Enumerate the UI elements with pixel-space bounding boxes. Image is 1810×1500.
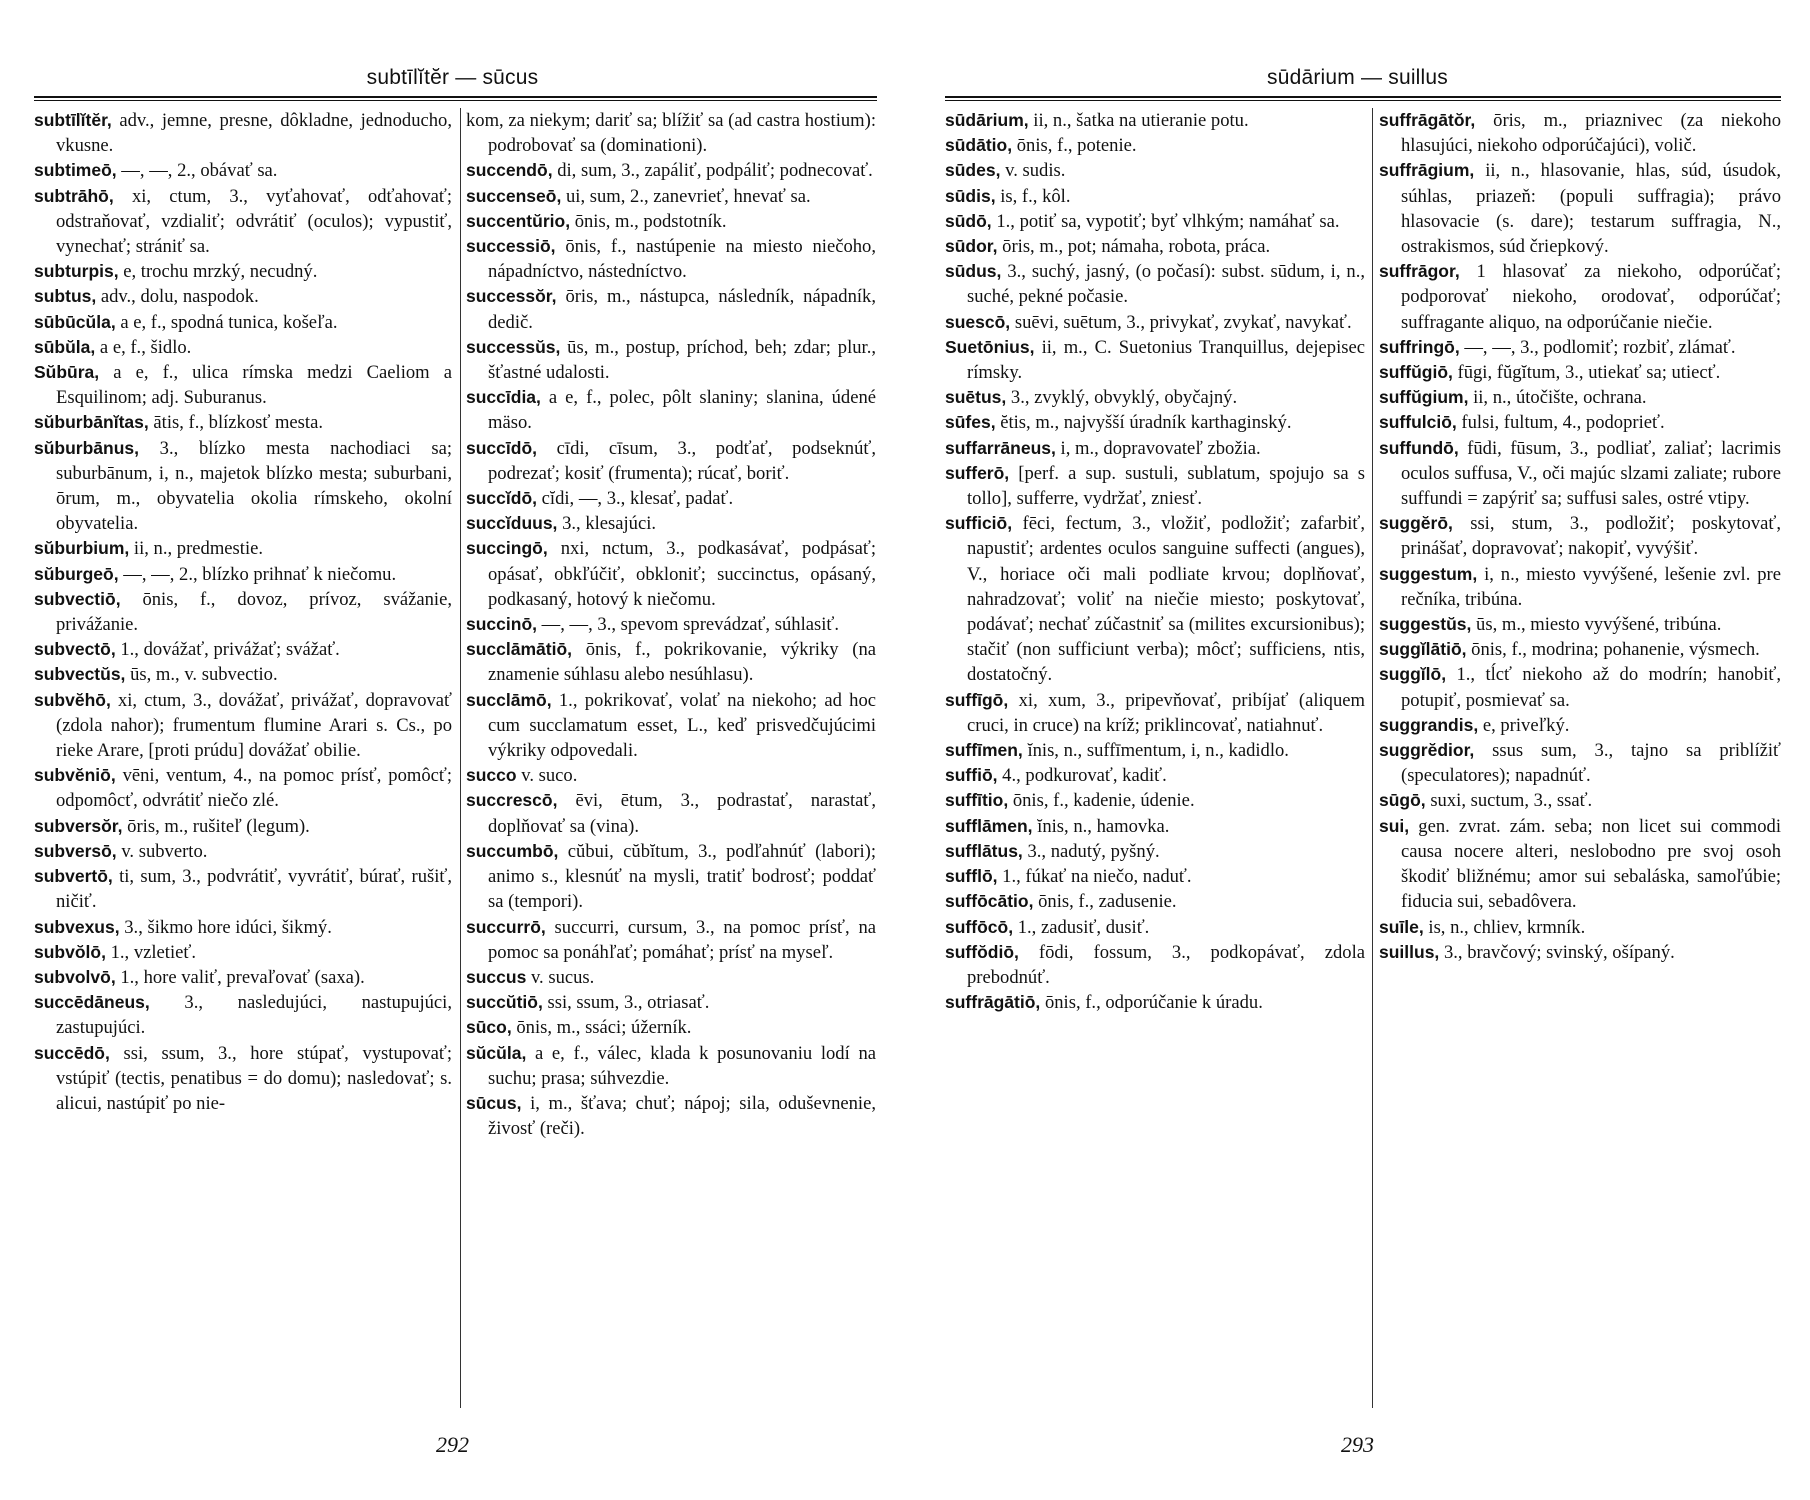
- headword: sūbŭla,: [34, 336, 96, 357]
- entry-definition: is, n., chliev, krmník.: [1423, 916, 1586, 938]
- entry-definition: ūs, m., v. subvectio.: [125, 664, 278, 686]
- headword: sŭburgeō,: [34, 563, 119, 584]
- column-left: [34, 108, 452, 1410]
- dictionary-entry: [34, 915, 452, 940]
- headword: successiō,: [466, 236, 556, 257]
- dictionary-entry: [1379, 788, 1781, 813]
- dictionary-entry: [34, 814, 452, 839]
- entry-definition: v. sudis.: [1000, 160, 1066, 182]
- dictionary-entry: [466, 234, 876, 284]
- entry-definition: 1., fúkať na niečo, naduť.: [997, 866, 1192, 888]
- dictionary-entry: [34, 688, 452, 764]
- headword: sūcus,: [466, 1092, 522, 1113]
- dictionary-entry: [34, 259, 452, 284]
- headword: succĭduus,: [466, 513, 558, 534]
- dictionary-entry: [945, 763, 1365, 788]
- headword: sŭburbium,: [34, 538, 130, 559]
- headword: succendō,: [466, 160, 553, 181]
- headword: suīle,: [1379, 916, 1424, 937]
- dictionary-entry: [1379, 158, 1781, 259]
- dictionary-entry: [34, 360, 452, 410]
- headword: succus: [466, 966, 527, 987]
- entry-definition: a e, f., spodná tunica, košeľa.: [115, 311, 338, 333]
- entry-definition: —, —, 3., podlomiť; rozbiť, zlámať.: [1459, 336, 1736, 358]
- entry-definition: fōdi, fossum, 3., podkopávať, zdola prebodnúť.: [967, 941, 1365, 988]
- headword: succŭtiō,: [466, 992, 543, 1013]
- dictionary-entry: [1379, 562, 1781, 612]
- entry-definition: v. suco.: [516, 765, 578, 787]
- running-head: sūdārium — suillus: [1267, 66, 1448, 89]
- headword: Suetōnius,: [945, 336, 1035, 357]
- dictionary-entry: [1379, 662, 1781, 712]
- entry-definition: fūgi, fŭgĭtum, 3., utiekať sa; utiecť.: [1452, 362, 1721, 384]
- entry-definition: v. sucus.: [526, 966, 595, 988]
- dictionary-entry: [1379, 259, 1781, 335]
- entry-definition: 1., hore valiť, prevaľovať (saxa).: [115, 966, 365, 988]
- headword: suggrandis,: [1379, 714, 1479, 735]
- dictionary-entry: [466, 990, 876, 1015]
- column-right: [466, 108, 876, 1410]
- headword: sūgō,: [1379, 790, 1426, 811]
- dictionary-entry: [945, 915, 1365, 940]
- entry-definition: succurri, cursum, 3., na pomoc prísť, na pomoc sa ponáhľať; pomáhať; prísť na myseľ.: [488, 916, 876, 963]
- dictionary-entry: [466, 688, 876, 764]
- dictionary-entry: [466, 486, 876, 511]
- dictionary-entry: [945, 688, 1365, 738]
- headword: sūdārium,: [945, 110, 1029, 130]
- entry-definition: —, —, 2., obávať sa.: [116, 160, 278, 182]
- headword: subvŏlō,: [34, 941, 106, 962]
- dictionary-entry: [34, 990, 452, 1040]
- dictionary-entry: [466, 1091, 876, 1141]
- entry-definition: ōnis, f., pokrikovanie, výkriky (na znamenie súhlasu alebo nesúhlasu).: [488, 639, 876, 686]
- column-divider: [1372, 108, 1373, 1408]
- entry-definition: ōris, m., pot; námaha, robota, práca.: [997, 236, 1271, 258]
- entry-definition: is, f., kôl.: [995, 185, 1071, 207]
- entry-definition: a e, f., polec, pôlt slaniny; slanina, údené mäso.: [488, 387, 876, 434]
- headword: succrescō,: [466, 790, 558, 811]
- headword: sufficiō,: [945, 513, 1013, 534]
- dictionary-entry: [34, 284, 452, 309]
- headword: sūdus,: [945, 261, 1002, 282]
- headword: succumbō,: [466, 840, 559, 861]
- entry-definition: e, trochu mrzký, necudný.: [118, 261, 318, 283]
- headword: succentŭrio,: [466, 210, 571, 231]
- headword: subvĕniō,: [34, 765, 116, 786]
- entry-definition: ōnis, f., kadenie, údenie.: [1008, 790, 1195, 812]
- headword: suggrĕdior,: [1379, 740, 1475, 761]
- entry-definition: 3., nadutý, pyšný.: [1022, 840, 1160, 862]
- column-divider: [460, 108, 461, 1408]
- dictionary-entry: [34, 1041, 452, 1117]
- entry-definition: i, n., miesto vyvýšené, lešenie zvl. pre rečníka, tribúna.: [1401, 563, 1781, 610]
- headword: suffarrāneus,: [945, 437, 1056, 458]
- entry-definition: a e, f., válec, klada k posunovaniu lodí na suchu; prasa; súhvezdie.: [488, 1042, 876, 1089]
- entry-definition: a e, f., šidlo.: [95, 336, 192, 358]
- dictionary-entry: [945, 511, 1365, 687]
- headword: sufflāmen,: [945, 815, 1033, 836]
- dictionary-entry: [945, 108, 1365, 133]
- headword: sŭburbānĭtas,: [34, 412, 149, 433]
- headword: sui,: [1379, 815, 1410, 836]
- headword: subvectiō,: [34, 588, 121, 609]
- dictionary-entry: [945, 234, 1365, 259]
- dictionary-entry: [1379, 108, 1781, 158]
- entry-definition: 1., zadusiť, dusiť.: [1013, 916, 1150, 938]
- headword: subvexus,: [34, 916, 120, 937]
- headword: sūdor,: [945, 236, 998, 257]
- dictionary-entry: [34, 763, 452, 813]
- dictionary-entry: [466, 788, 876, 838]
- headword: subtus,: [34, 286, 97, 307]
- dictionary-entry: [945, 990, 1365, 1015]
- dictionary-entry: [466, 612, 876, 637]
- dictionary-entry: [34, 562, 452, 587]
- dictionary-entry: [945, 209, 1365, 234]
- entry-definition: —, —, 2., blízko prihnať k niečomu.: [118, 563, 397, 585]
- dictionary-entry: [34, 335, 452, 360]
- headword: succinō,: [466, 614, 537, 635]
- headword: sūdes,: [945, 160, 1001, 181]
- dictionary-entry: [466, 284, 876, 334]
- entry-definition: 3., klesajúci.: [557, 513, 657, 535]
- entry-definition: —, —, 3., spevom sprevádzať, súhlasiť.: [537, 614, 839, 636]
- headword: suggestŭs,: [1379, 614, 1472, 635]
- headword: sufferō,: [945, 462, 1010, 483]
- entry-definition: i, m., dopravovateľ zbožia.: [1055, 437, 1261, 459]
- headword: sūfes,: [945, 412, 996, 433]
- dictionary-entry: [1379, 637, 1781, 662]
- headword: suffrāgor,: [1379, 261, 1460, 282]
- headword: succlāmātiō,: [466, 639, 573, 660]
- dictionary-entry: [945, 410, 1365, 435]
- entry-definition: ōnis, f., nastúpenie na miesto niečoho, nápadníctvo, nástedníctvo.: [488, 236, 876, 283]
- entry-definition: suēvi, suētum, 3., privykať, zvykať, navykať.: [1010, 311, 1352, 333]
- headword: suffōcō,: [945, 916, 1014, 937]
- headword: successŭs,: [466, 336, 561, 357]
- dictionary-entry: [466, 158, 876, 183]
- dictionary-entry: [1379, 612, 1781, 637]
- dictionary-entry: [1379, 713, 1781, 738]
- headword: suffōcātio,: [945, 891, 1034, 912]
- entry-definition: ĕtis, m., najvyšší úradník karthaginský.: [995, 412, 1292, 434]
- entry-definition: xi, xum, 3., pripevňovať, pribíjať (aliquem cruci, in cruce) na kríž; priklincovať, natiahnuť.: [967, 689, 1365, 736]
- head-rule: [945, 100, 1781, 101]
- headword: suētus,: [945, 387, 1007, 408]
- entry-definition: cŭbui, cŭbĭtum, 3., podľahnúť (labori); animo s., klesnúť na mysli, tratiť bodrosť; poddať sa (tempori).: [488, 840, 876, 913]
- dictionary-entry: [466, 184, 876, 209]
- headword: suffrāgātŏr,: [1379, 110, 1476, 130]
- dictionary-entry: [945, 184, 1365, 209]
- entry-definition: ōris, m., rušiteľ (legum).: [122, 815, 310, 837]
- headword: sŭcŭla,: [466, 1042, 527, 1063]
- entry-definition: 3., nasledujúci, nastupujúci, zastupujúci.: [56, 992, 452, 1039]
- entry-definition: 3., zvyklý, obvyklý, obyčajný.: [1006, 387, 1238, 409]
- entry-definition: ti, sum, 3., podvrátiť, vyvrátiť, búrať, rušiť, ničiť.: [56, 866, 452, 913]
- headword: subvolvō,: [34, 966, 116, 987]
- headword: succīdia,: [466, 387, 541, 408]
- headword: sūdātio,: [945, 135, 1013, 156]
- dictionary-entry: [945, 788, 1365, 813]
- dictionary-entry: [945, 814, 1365, 839]
- entry-definition: 3., suchý, jasný, (o počasí): subst. sūdum, i, n., suché, pekné počasie.: [967, 261, 1365, 308]
- entry-definition: ii, n., šatka na utieranie potu.: [1028, 110, 1249, 131]
- dictionary-entry: [466, 839, 876, 915]
- headword: suffīmen,: [945, 740, 1023, 761]
- page-number: 293: [1341, 1432, 1374, 1457]
- entry-definition: cīdi, cīsum, 3., podťať, podseknúť, podrezať; kosiť (frumenta); rúcať, boriť.: [488, 437, 876, 484]
- entry-definition: ii, n., predmestie.: [129, 538, 264, 560]
- column-right: [1379, 108, 1781, 1410]
- entry-definition: kom, za niekym; dariť sa; blížiť sa (ad castra hostium): podrobovať sa (dominationi).: [466, 110, 876, 157]
- dictionary-entry: [1379, 360, 1781, 385]
- entry-definition: e, priveľký.: [1478, 714, 1570, 736]
- entry-definition: nxi, nctum, 3., podkasávať, podpásať; opásať, obkľúčiť, obkloniť; succinctus, opásaný, podkasaný, hotový k niečomu.: [488, 538, 876, 610]
- dictionary-entry: [34, 184, 452, 260]
- headword: succenseō,: [466, 185, 562, 206]
- headword: subvectō,: [34, 639, 116, 660]
- entry-definition: ōnis, m., ssáci; úžerník.: [511, 1017, 692, 1039]
- headword: succīdō,: [466, 437, 537, 458]
- headword: suggĕrō,: [1379, 513, 1453, 534]
- headword: suffītio,: [945, 790, 1009, 811]
- dictionary-entry: [945, 864, 1365, 889]
- entry-definition: ūs, m., miesto vyvýšené, tribúna.: [1471, 614, 1722, 636]
- headword: subvectŭs,: [34, 664, 126, 685]
- dictionary-entry: [1379, 335, 1781, 360]
- entry-definition: ōnis, f., zadusenie.: [1033, 891, 1177, 913]
- dictionary-entry: [34, 310, 452, 335]
- dictionary-entry: [34, 410, 452, 435]
- entry-definition: gen. zvrat. zám. seba; non licet sui commodi causa nocere alteri, neslobodno pre svoj osoh škodiť bližnému; amor sui sebaláska, samoľúbie; fiducia sui, sebadôvera.: [1401, 815, 1781, 913]
- entry-definition: 1., dovážať, privážať; svážať.: [115, 639, 340, 661]
- entry-definition: a e, f., ulica rímska medzi Caeliom a Esquilinom; adj. Suburanus.: [56, 362, 452, 409]
- headword: suffŏdiō,: [945, 941, 1019, 962]
- dictionary-entry: [945, 461, 1365, 511]
- headword: succlāmō,: [466, 689, 552, 710]
- headword: succēdō,: [34, 1042, 110, 1063]
- dictionary-entry: [34, 436, 452, 537]
- headword: suggĭlō,: [1379, 664, 1447, 685]
- entry-definition: ōnis, m., podstotník.: [570, 210, 727, 232]
- headword: succo: [466, 765, 517, 786]
- entry-definition: ssi, ssum, 3., hore stúpať, vystupovať; vstúpiť (tectis, penatibus = do domu); nasledovať; s. alicui, nastúpiť po nie-: [56, 1042, 452, 1114]
- entry-definition: ii, m., C. Suetonius Tranquillus, dejepisec rímsky.: [967, 336, 1365, 384]
- dictionary-entry: [466, 965, 876, 990]
- entry-definition: xi, ctum, 3., vyťahovať, odťahovať; odstraňovať, vzdialiť; odvrátiť (oculos); vypustiť, vynechať; strániť sa.: [56, 185, 452, 258]
- headword: Sŭbūra,: [34, 362, 100, 383]
- headword: sūdis,: [945, 185, 996, 206]
- dictionary-entry: [34, 536, 452, 561]
- headword: subversŏr,: [34, 815, 123, 836]
- headword: suffrāgātiō,: [945, 992, 1041, 1013]
- headword: suffŭgiō,: [1379, 362, 1453, 383]
- headword: suffiō,: [945, 765, 998, 786]
- entry-definition: ūs, m., postup, príchod, beh; zdar; plur., šťastné udalosti.: [488, 336, 876, 384]
- dictionary-entry: [34, 108, 452, 158]
- dictionary-entry: [466, 511, 876, 536]
- headword: subvĕhō,: [34, 689, 111, 710]
- dictionary-entry: [945, 940, 1365, 990]
- dictionary-entry: [466, 436, 876, 486]
- dictionary-entry: [945, 385, 1365, 410]
- dictionary-entry: [466, 108, 876, 158]
- entry-definition: xi, ctum, 3., dovážať, privážať, dopravovať (zdola nahor); frumentum flumine Arari s. Cs., po rieke Arare, [proti prúdu] dovážať obilie.: [56, 689, 452, 762]
- dictionary-entry: [466, 1015, 876, 1040]
- entry-definition: suxi, suctum, 3., ssať.: [1425, 790, 1593, 812]
- entry-definition: ōnis, f., odporúčanie k úradu.: [1040, 992, 1263, 1014]
- headword: subturpis,: [34, 261, 119, 282]
- headword: sŭburbānus,: [34, 437, 140, 458]
- entry-definition: 1., pokrikovať, volať na niekoho; ad hoc cum succlamatum esset, L., keď prisvedčujúcimi výkriky odpovedali.: [488, 689, 876, 762]
- entry-definition: v. subverto.: [116, 840, 208, 862]
- entry-definition: 1 hlasovať za niekoho, odporúčať; podporovať niekoho, orodovať, odporúčať; suffragante aliquo, na odporúčanie niečie.: [1401, 261, 1781, 333]
- entry-definition: ōnis, f., dovoz, prívoz, svážanie, privážanie.: [56, 588, 452, 636]
- headword: suffringō,: [1379, 336, 1460, 357]
- headword: subtimeō,: [34, 160, 117, 181]
- entry-definition: ōris, m., nástupca, následník, nápadník, dedič.: [488, 286, 876, 333]
- entry-definition: 1., tĺcť niekoho až do modrín; hanobiť, potupiť, posmievať sa.: [1401, 664, 1781, 711]
- dictionary-entry: [466, 1041, 876, 1091]
- head-rule: [34, 100, 877, 101]
- entry-definition: ssi, stum, 3., podložiť; poskytovať, prinášať, dopravovať; nakopiť, vyvýšiť.: [1401, 513, 1781, 560]
- entry-definition: i, m., šťava; chuť; nápoj; sila, oduševnenie, živosť (reči).: [488, 1092, 876, 1140]
- headword: suffŭgium,: [1379, 387, 1469, 408]
- dictionary-entry: [34, 637, 452, 662]
- dictionary-entry: [945, 335, 1365, 385]
- entry-definition: fulsi, fultum, 4., podoprieť.: [1456, 412, 1665, 434]
- headword: suffrāgium,: [1379, 160, 1475, 181]
- headword: subvertō,: [34, 866, 113, 887]
- dictionary-entry: [945, 133, 1365, 158]
- dictionary-entry: [1379, 915, 1781, 940]
- entry-definition: [perf. a sup. sustuli, sublatum, spojujo sa s tollo], sufferre, vydržať, zniesť.: [967, 462, 1365, 510]
- entry-definition: di, sum, 3., zapáliť, podpáliť; podnecovať.: [552, 160, 873, 182]
- headword: sūdō,: [945, 210, 992, 231]
- headword: sufflātus,: [945, 840, 1023, 861]
- entry-definition: vēni, ventum, 4., na pomoc prísť, pomôcť; odpomôcť, odvrátiť niečo zlé.: [56, 765, 452, 812]
- headword: suggĭlātiō,: [1379, 639, 1467, 660]
- right-page: [905, 0, 1810, 1500]
- headword: suffundō,: [1379, 437, 1459, 458]
- dictionary-entry: [1379, 511, 1781, 561]
- dictionary-entry: [466, 209, 876, 234]
- entry-definition: ēvi, ētum, 3., podrastať, narastať, doplňovať sa (vina).: [488, 790, 876, 837]
- dictionary-entry: [945, 436, 1365, 461]
- column-left: [945, 108, 1365, 1410]
- running-head: subtīlĭtĕr — sūcus: [366, 66, 539, 89]
- dictionary-entry: [466, 637, 876, 687]
- entry-definition: cĭdi, —, 3., klesať, padať.: [537, 488, 734, 510]
- head-rule: [34, 96, 877, 98]
- page-number: 292: [436, 1432, 469, 1457]
- entry-definition: fūdi, fūsum, 3., podliať, zaliať; lacrimis oculos suffusa, V., oči majúc slzami zaliate; rubore suffundi = zapýriť sa; suffusi sales, ostré vtipy.: [1401, 437, 1781, 510]
- dictionary-entry: [34, 940, 452, 965]
- dictionary-entry: [1379, 738, 1781, 788]
- headword: sufflō,: [945, 866, 998, 887]
- headword: subtīlĭtĕr,: [34, 110, 112, 130]
- dictionary-entry: [34, 839, 452, 864]
- headword: suffulciō,: [1379, 412, 1457, 433]
- dictionary-entry: [945, 259, 1365, 309]
- headword: suffīgō,: [945, 689, 1009, 710]
- dictionary-entry: [945, 839, 1365, 864]
- entry-definition: ĭnis, n., hamovka.: [1032, 815, 1170, 837]
- entry-definition: adv., jemne, presne, dôkladne, jednoducho, vkusne.: [56, 110, 452, 157]
- entry-definition: ōnis, f., potenie.: [1012, 135, 1137, 157]
- headword: subtrāhō,: [34, 185, 114, 206]
- dictionary-entry: [466, 915, 876, 965]
- entry-definition: ōris, m., priaznivec (za niekoho hlasujúci, niekoho odporúčajúci), volič.: [1401, 110, 1781, 157]
- dictionary-entry: [1379, 940, 1781, 965]
- entry-definition: adv., dolu, naspodok.: [96, 286, 259, 308]
- headword: succurrō,: [466, 916, 546, 937]
- entry-definition: fēci, fectum, 3., vložiť, podložiť; zafarbiť, napustiť; ardentes oculos sanguine suffecti (angues), V., horiace oči mali podliate krvou; doplňovať, nahradzovať; voliť na niečie miesto; poskytovať, podávať; nechať zúčastniť sa (milites excursionibus); stačiť (non sufficiunt verba); môcť; sufficiens, ntis, dostatočný.: [967, 513, 1365, 686]
- entry-definition: ōnis, f., modrina; pohanenie, výsmech.: [1466, 639, 1760, 661]
- headword: succēdāneus,: [34, 992, 150, 1013]
- dictionary-entry: [34, 965, 452, 990]
- entry-definition: ssi, ssum, 3., otriasať.: [542, 992, 710, 1014]
- entry-definition: 1., potiť sa, vypotiť; byť vlhkým; namáhať sa.: [991, 210, 1340, 232]
- headword: successŏr,: [466, 286, 557, 307]
- dictionary-entry: [34, 587, 452, 637]
- head-rule: [945, 96, 1781, 98]
- entry-definition: 3., šikmo hore idúci, šikmý.: [119, 916, 332, 938]
- entry-definition: ātis, f., blízkosť mesta.: [148, 412, 323, 434]
- dictionary-entry: [466, 335, 876, 385]
- dictionary-entry: [466, 536, 876, 612]
- dictionary-entry: [34, 158, 452, 183]
- dictionary-entry: [1379, 385, 1781, 410]
- dictionary-entry: [945, 158, 1365, 183]
- dictionary-entry: [1379, 410, 1781, 435]
- dictionary-entry: [945, 310, 1365, 335]
- dictionary-entry: [466, 763, 876, 788]
- entry-definition: ui, sum, 2., zanevrieť, hnevať sa.: [561, 185, 811, 207]
- dictionary-entry: [1379, 436, 1781, 512]
- entry-definition: ii, n., útočište, ochrana.: [1468, 387, 1647, 409]
- dictionary-entry: [945, 738, 1365, 763]
- headword: suillus,: [1379, 941, 1440, 962]
- entry-definition: 4., podkurovať, kadiť.: [997, 765, 1167, 787]
- entry-definition: ĭnis, n., suffīmentum, i, n., kadidlo.: [1022, 740, 1289, 762]
- dictionary-entry: [34, 864, 452, 914]
- entry-definition: ssus sum, 3., tajno sa priblížiť (speculatores); napadnúť.: [1401, 740, 1781, 787]
- entry-definition: ii, n., hlasovanie, hlas, súd, úsudok, súhlas, priazeň: (populi suffragia); právo hlasovacie (s. dare); testarum suffragia, N., ostrakismos, súd čriepkový.: [1401, 160, 1781, 258]
- headword: sūbūcŭla,: [34, 311, 116, 332]
- entry-definition: 3., bravčový; svinský, ošípaný.: [1439, 941, 1675, 963]
- entry-definition: 3., blízko mesta nachodiaci sa; suburbānum, i, n., majetok blízko mesta; suburbani, ōrum, m., obyvatelia okolia rímskeho, okolní obyvatelia.: [56, 437, 452, 535]
- dictionary-entry: [466, 385, 876, 435]
- dictionary-entry: [1379, 814, 1781, 915]
- dictionary-entry: [945, 889, 1365, 914]
- dictionary-entry: [34, 662, 452, 687]
- headword: sūco,: [466, 1017, 512, 1038]
- headword: subversō,: [34, 840, 117, 861]
- headword: succĭdō,: [466, 488, 537, 509]
- headword: succingō,: [466, 538, 548, 559]
- entry-definition: 1., vzletieť.: [105, 941, 196, 963]
- headword: suescō,: [945, 311, 1011, 332]
- headword: suggestum,: [1379, 563, 1478, 584]
